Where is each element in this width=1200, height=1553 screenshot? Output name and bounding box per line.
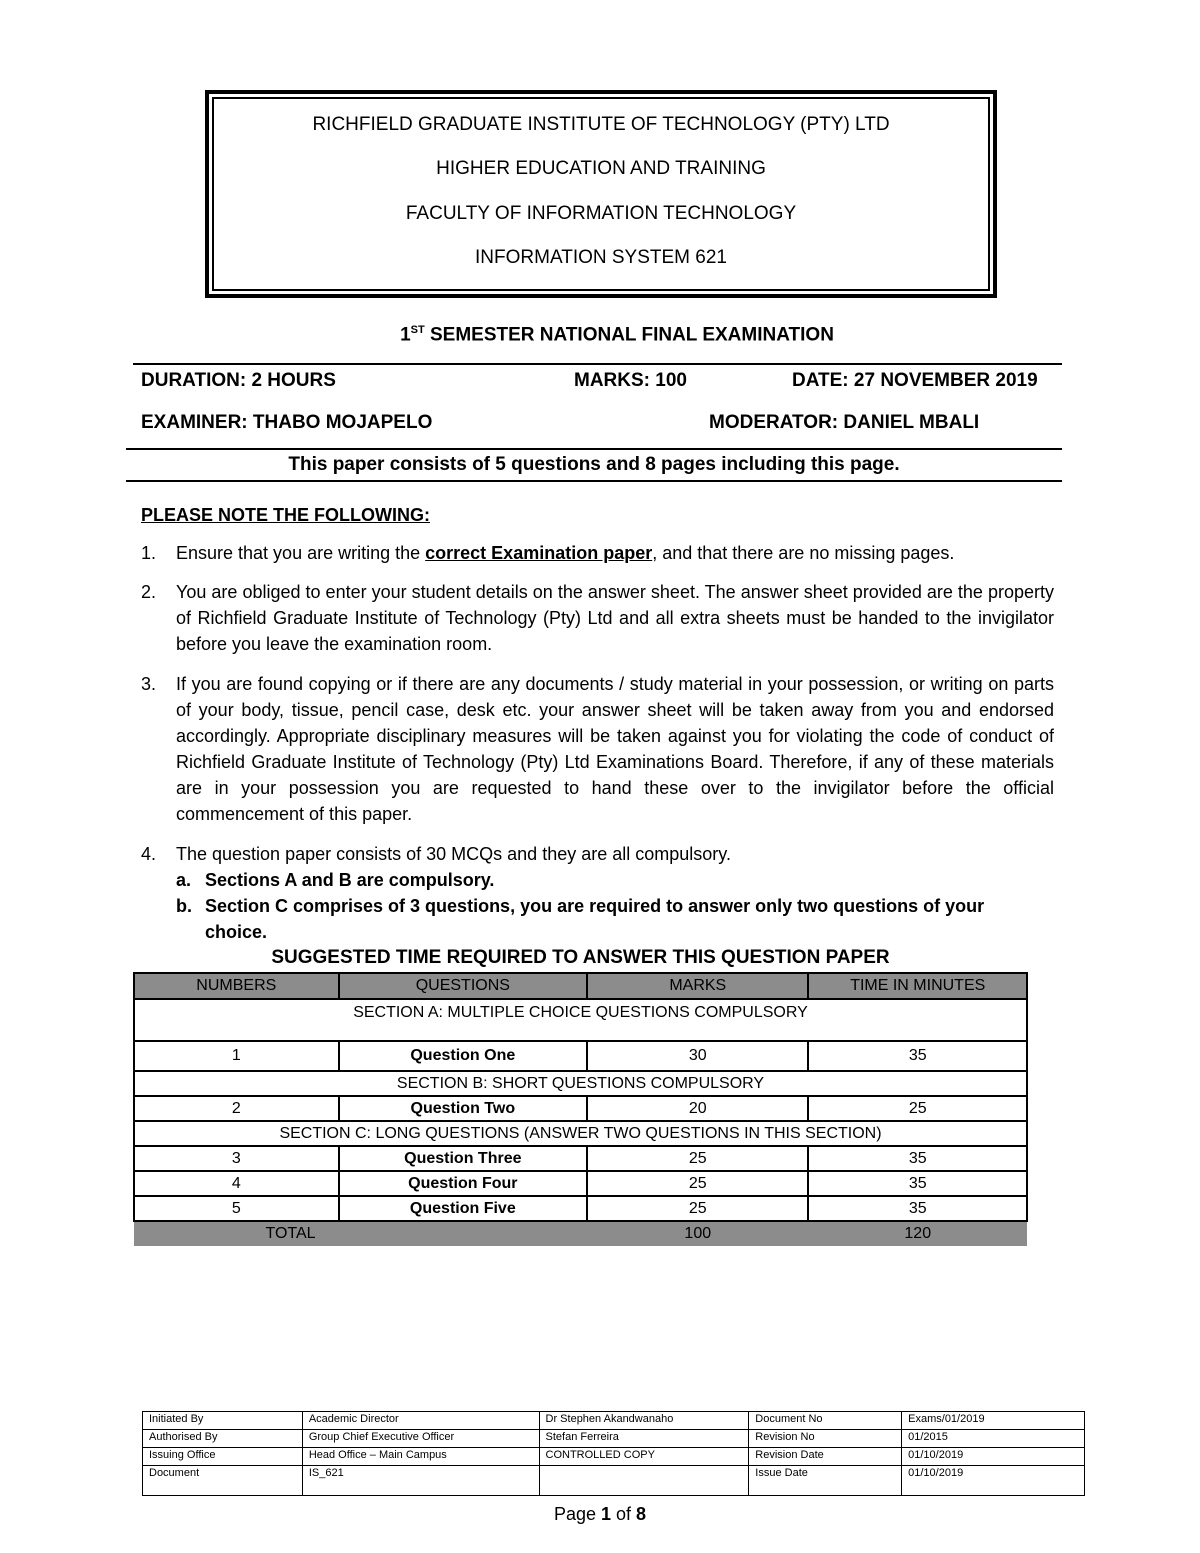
row-marks: 25 (587, 1171, 808, 1196)
footer-value: 01/10/2019 (902, 1448, 1085, 1466)
row-time: 35 (808, 1146, 1027, 1171)
row-number: 5 (134, 1196, 339, 1221)
total-time: 120 (808, 1221, 1027, 1246)
note-number: 2. (141, 582, 157, 602)
footer-label: Issuing Office (143, 1448, 303, 1466)
row-marks: 30 (587, 1041, 808, 1071)
section-b-label: SECTION B: SHORT QUESTIONS COMPULSORY (134, 1071, 1027, 1096)
table-row (134, 1146, 1027, 1171)
footer-value (539, 1466, 749, 1496)
footer-value: Group Chief Executive Officer (302, 1430, 539, 1448)
row-time: 35 (808, 1171, 1027, 1196)
moderator: MODERATOR: DANIEL MBALI (709, 412, 980, 433)
footer-value: Academic Director (302, 1412, 539, 1430)
time-table (133, 972, 1028, 1246)
total-marks: 100 (587, 1221, 808, 1246)
time-table-title: SUGGESTED TIME REQUIRED TO ANSWER THIS QUESTION PAPER (271, 947, 890, 968)
footer-label: Document (143, 1466, 303, 1496)
section-row (134, 1121, 1027, 1146)
row-time: 25 (808, 1096, 1027, 1121)
footer-label: Issue Date (749, 1466, 902, 1496)
course-name: INFORMATION SYSTEM 621 (475, 247, 727, 268)
divider-bottom (126, 480, 1062, 482)
footer-value: 01/2015 (902, 1430, 1085, 1448)
department-name: HIGHER EDUCATION AND TRAINING (436, 158, 766, 179)
row-question: Question Two (339, 1096, 587, 1121)
footer-value: Dr Stephen Akandwanaho (539, 1412, 749, 1430)
section-row (134, 1071, 1027, 1096)
duration: DURATION: 2 HOURS (141, 370, 336, 391)
footer-value: IS_621 (302, 1466, 539, 1496)
row-number: 2 (134, 1096, 339, 1121)
page-number: Page 1 of 8 (553, 1504, 647, 1524)
exam-date: DATE: 27 NOVEMBER 2019 (792, 370, 1038, 391)
footer-value: CONTROLLED COPY (539, 1448, 749, 1466)
section-a-label: SECTION A: MULTIPLE CHOICE QUESTIONS COMPULSORY (134, 999, 1027, 1041)
note-2: You are obliged to enter your student details on the answer sheet. The answer sheet provided are the property of Richfield Graduate Institute of Technology (Pty) Ltd and all extra sheets must be handed to the invigilator before you leave the examination room. (176, 582, 1054, 654)
row-number: 4 (134, 1171, 339, 1196)
note-3: If you are found copying or if there are any documents / study material in your possession, or writing on parts of your body, tissue, pencil case, desk etc. your answer sheet will be taken away from you and endorsed accordingly. Appropriate disciplinary measures will be taken against you for violating the code of conduct of Richfield Graduate Institute of Technology (Pty) Ltd Examinations Board. Therefore, if any of these materials are in your possession you are requested to hand these over to the invigilator before the official commencement of this paper. (176, 674, 1054, 824)
footer-label: Initiated By (143, 1412, 303, 1430)
footer-label: Revision No (749, 1430, 902, 1448)
marks-total: MARKS: 100 (574, 370, 687, 391)
footer-row (143, 1466, 1085, 1496)
notes-heading: PLEASE NOTE THE FOLLOWING: (141, 505, 430, 525)
total-label: TOTAL (134, 1221, 587, 1246)
table-row (134, 1096, 1027, 1121)
examiner: EXAMINER: THABO MOJAPELO (141, 412, 433, 433)
section-row (134, 999, 1027, 1041)
row-number: 3 (134, 1146, 339, 1171)
note-number: 3. (141, 674, 157, 694)
footer-row (143, 1430, 1085, 1448)
note-number: 4. (141, 844, 157, 864)
note-4a: Sections A and B are compulsory. (205, 870, 495, 890)
note-4: The question paper consists of 30 MCQs and they are all compulsory. (176, 844, 731, 864)
row-question: Question Five (339, 1196, 587, 1221)
divider-middle (126, 448, 1062, 450)
row-question: Question Three (339, 1146, 587, 1171)
total-row (134, 1221, 1027, 1246)
note-4a-letter: a. (176, 870, 192, 890)
footer-row (143, 1448, 1085, 1466)
institution-name: RICHFIELD GRADUATE INSTITUTE OF TECHNOLOGY (PTY) LTD (312, 114, 890, 135)
row-time: 35 (808, 1196, 1027, 1221)
row-marks: 25 (587, 1146, 808, 1171)
note-4b-letter: b. (176, 896, 192, 916)
header-marks: MARKS (587, 973, 808, 999)
footer-row (143, 1412, 1085, 1430)
row-number: 1 (134, 1041, 339, 1071)
footer-label: Authorised By (143, 1430, 303, 1448)
header-box (205, 90, 997, 298)
note-1-emphasis: correct Examination paper (425, 543, 653, 563)
footer-value: Head Office – Main Campus (302, 1448, 539, 1466)
note-1: Ensure that you are writing the correct Examination paper, and that there are no missing pages. (176, 543, 955, 563)
row-question: Question One (339, 1041, 587, 1071)
table-row (134, 1171, 1027, 1196)
table-row (134, 1196, 1027, 1221)
footer-value: 01/10/2019 (902, 1466, 1085, 1496)
header-time: TIME IN MINUTES (808, 973, 1027, 999)
note-4b: Section C comprises of 3 questions, you are required to answer only two questions of your choice. (205, 896, 985, 942)
row-marks: 25 (587, 1196, 808, 1221)
document-control-table (142, 1411, 1085, 1496)
footer-label: Revision Date (749, 1448, 902, 1466)
table-header-row (134, 973, 1027, 999)
exam-title: 1ST SEMESTER NATIONAL FINAL EXAMINATION (400, 324, 834, 346)
footer-value: Stefan Ferreira (539, 1430, 749, 1448)
header-questions: QUESTIONS (339, 973, 587, 999)
row-marks: 20 (587, 1096, 808, 1121)
note-number: 1. (141, 543, 157, 563)
divider-top (133, 363, 1062, 365)
row-time: 35 (808, 1041, 1027, 1071)
faculty-name: FACULTY OF INFORMATION TECHNOLOGY (405, 203, 797, 224)
table-row (134, 1041, 1027, 1071)
footer-value: Exams/01/2019 (902, 1412, 1085, 1430)
section-c-label: SECTION C: LONG QUESTIONS (ANSWER TWO QUESTIONS IN THIS SECTION) (134, 1121, 1027, 1146)
paper-info: This paper consists of 5 questions and 8 pages including this page. (288, 454, 900, 475)
row-question: Question Four (339, 1171, 587, 1196)
header-numbers: NUMBERS (134, 973, 339, 999)
footer-label: Document No (749, 1412, 902, 1430)
